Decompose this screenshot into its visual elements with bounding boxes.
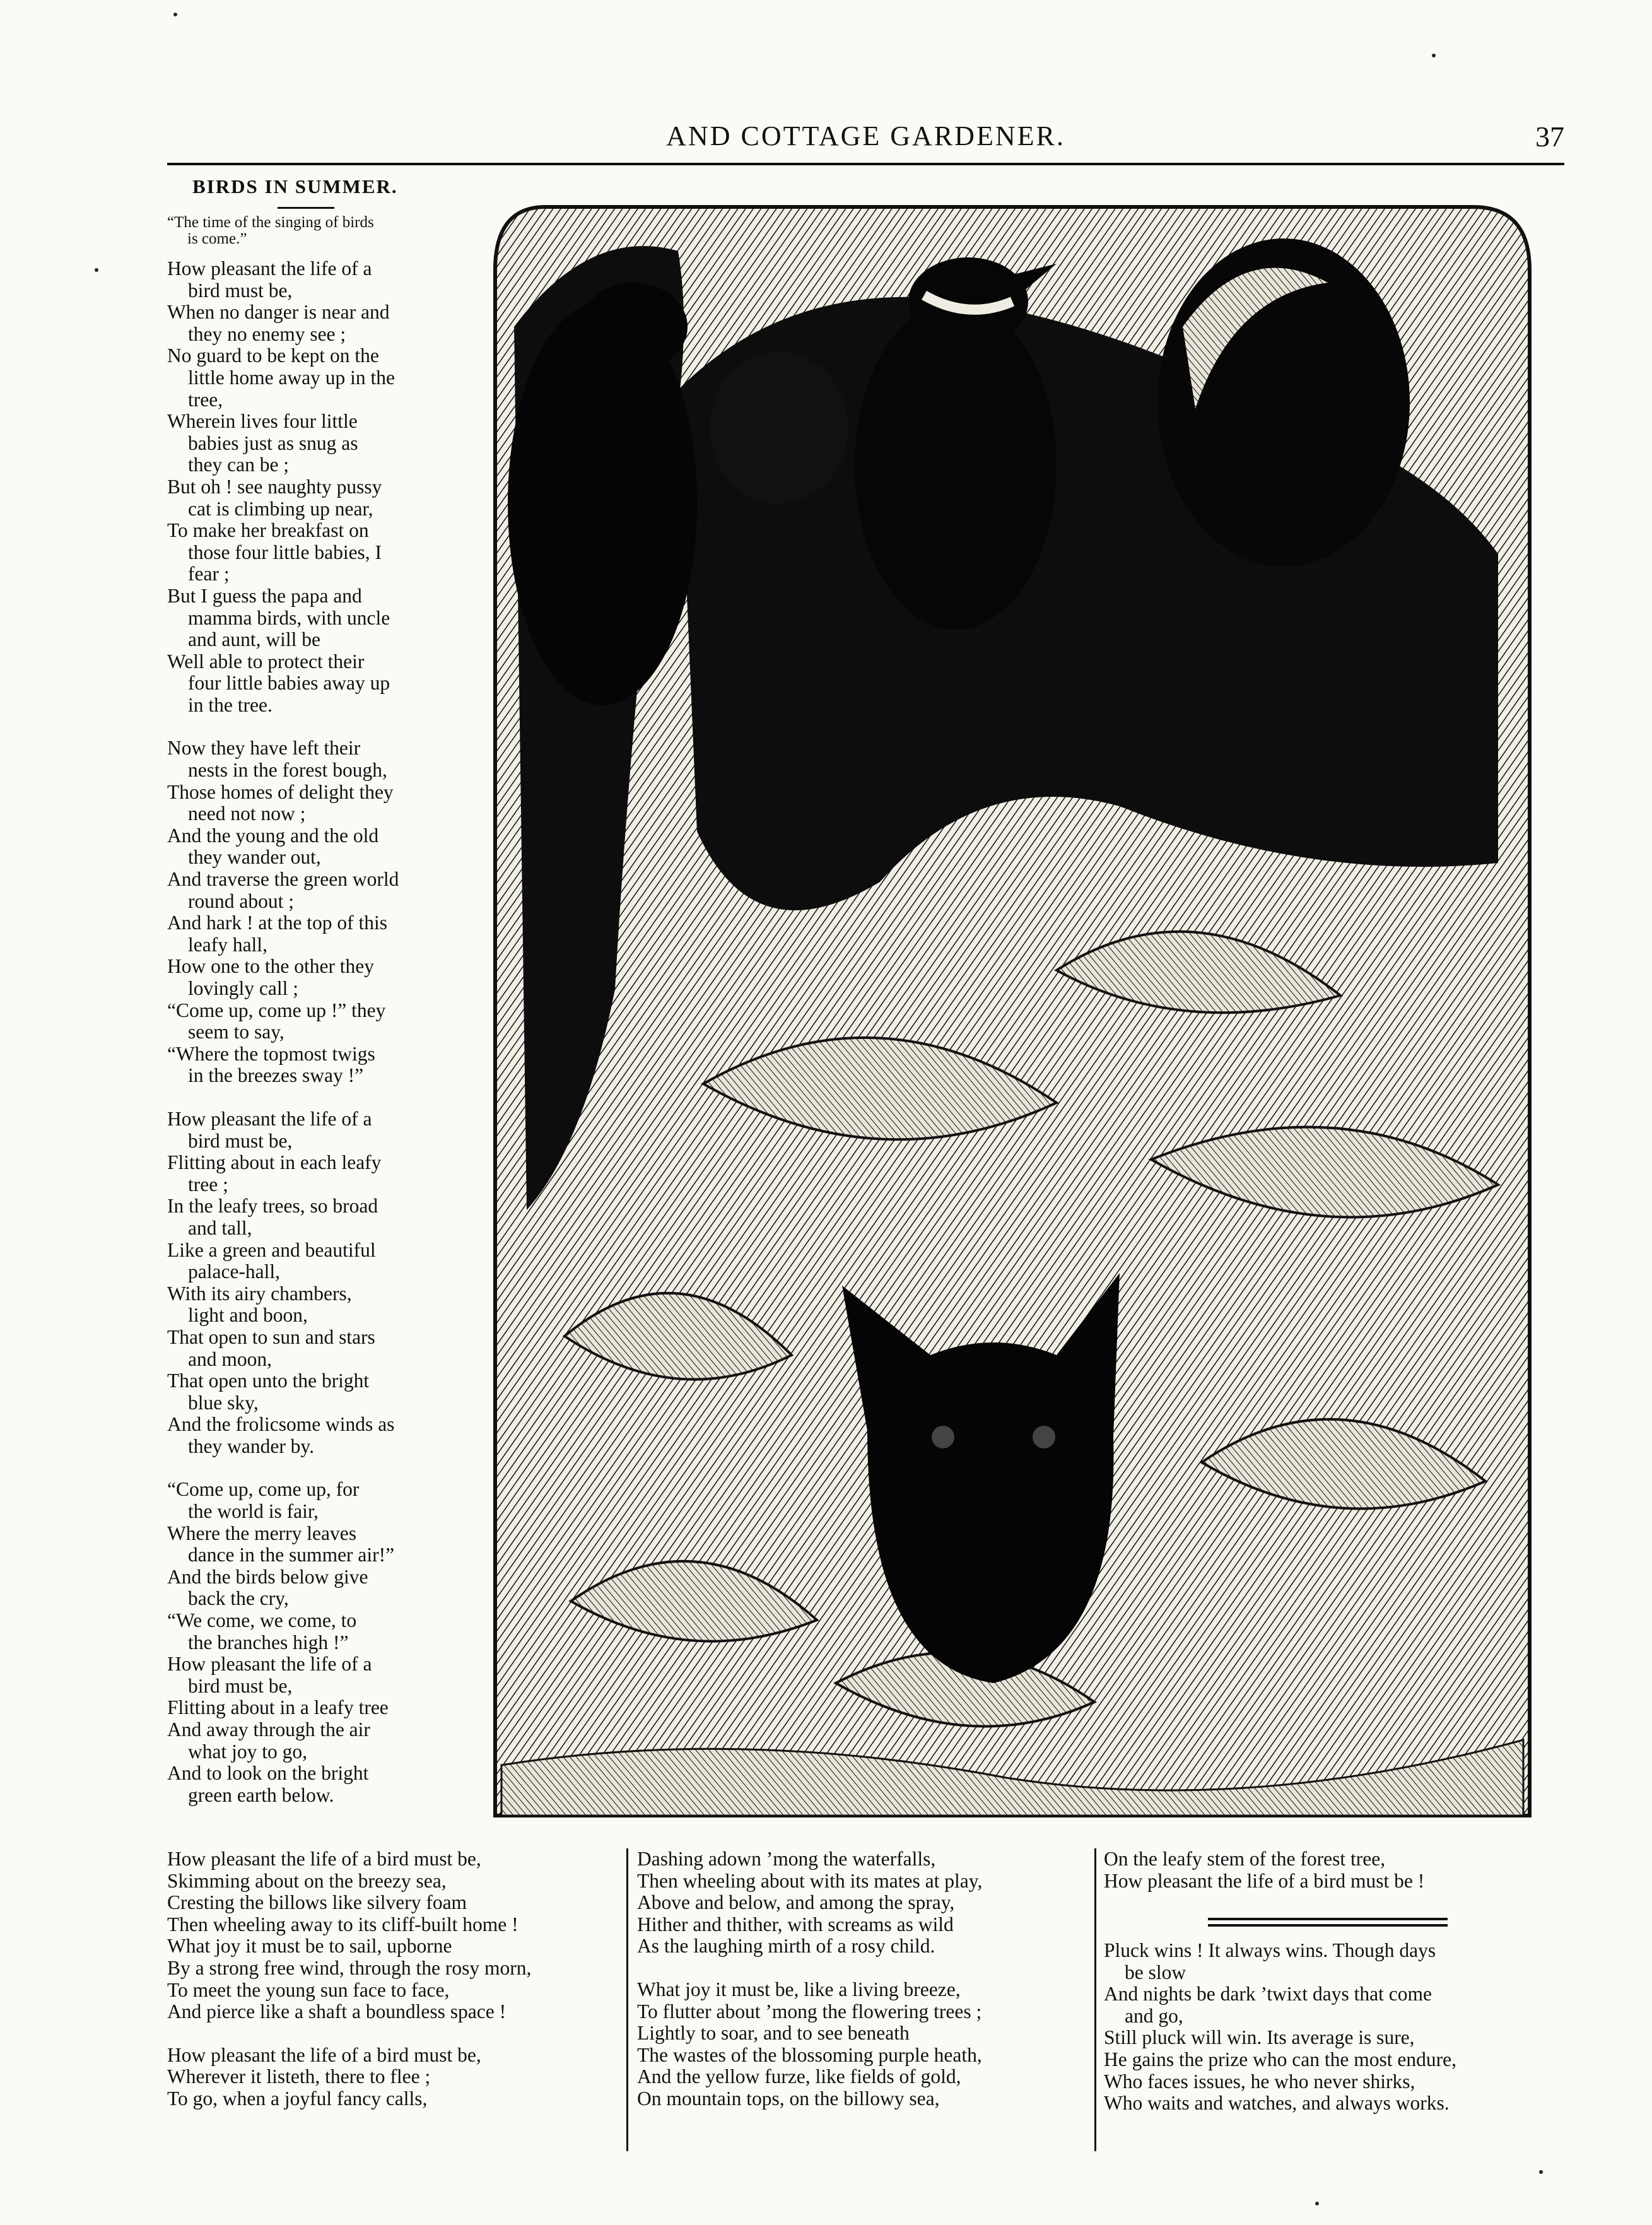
verse-line: dance in the summer air!” [188, 1544, 395, 1566]
paper-speck [1315, 2202, 1319, 2205]
verse-line: babies just as snug as [188, 431, 358, 454]
poem-bottom-column-3 [1104, 1848, 1567, 1892]
verse-line: How pleasant the life of a [167, 1107, 372, 1130]
verse-line: they no enemy see ; [188, 322, 346, 345]
verse-line: Now they have left their [167, 737, 361, 760]
verse-line: And away through the air [167, 1718, 370, 1741]
verse-line: Above and below, and among the spray, [637, 1891, 955, 1914]
verse-line: By a strong free wind, through the rosy morn, [167, 1956, 532, 1979]
verse-line: “We come, we come, to [167, 1609, 357, 1632]
verse-line: Hither and thither, with screams as wild [637, 1913, 954, 1935]
verse-line: When no danger is near and [167, 301, 390, 324]
verse-line: those four little babies, I [188, 541, 382, 563]
verse-line: round about ; [188, 889, 294, 912]
verse-line: they wander by. [188, 1435, 315, 1457]
verse-line: No guard to be kept on the [167, 344, 379, 367]
verse-line: As the laughing mirth of a rosy child. [637, 1935, 935, 1958]
stanza-gap [167, 2023, 621, 2045]
verse-line: blue sky, [188, 1391, 259, 1414]
verse-line: Wherever it listeth, there to flee ; [167, 2065, 431, 2088]
stanza-gap [167, 716, 457, 737]
stanza-gap [167, 1457, 457, 1479]
verse-line: Who waits and watches, and always works. [1104, 2092, 1450, 2115]
column-rule [626, 1848, 628, 2151]
page-header [167, 120, 1564, 158]
poem-bottom-column-2 [637, 1848, 1091, 2110]
verse-line: But I guess the papa and [167, 584, 362, 607]
engraving-graphic [489, 201, 1536, 1828]
verse-line: To make her breakfast on [167, 519, 369, 542]
verse-line: What joy it must be, like a living breeze, [637, 1978, 961, 2000]
verse-line: bird must be, [188, 279, 293, 302]
verse-line: and aunt, will be [188, 628, 320, 651]
verse-line: How pleasant the life of a bird must be, [167, 1848, 481, 1870]
verse-line: And the birds below give [167, 1565, 368, 1588]
verse-line: And hark ! at the top of this [167, 912, 388, 934]
epigraph-line: is come.” [187, 230, 247, 247]
verse-line: in the tree. [188, 693, 272, 716]
section-double-rule [1208, 1918, 1448, 1920]
verse-line: Flitting about in each leafy [167, 1151, 382, 1174]
bird-center [855, 302, 1057, 630]
paper-speck [1432, 54, 1436, 57]
verse-line: Still pluck will win. Its average is sure, [1104, 2026, 1415, 2049]
filler-verse [1104, 1940, 1567, 2115]
bird-small [710, 352, 848, 503]
verse-line: Skimming about on the breezy sea, [167, 1869, 447, 1892]
verse-line: On the leafy stem of the forest tree, [1104, 1848, 1386, 1870]
verse-line: How one to the other they [167, 955, 375, 978]
poem-title: BIRDS IN SUMMER. [192, 175, 398, 197]
verse-line: To flutter about ’mong the flowering trees ; [637, 2000, 982, 2022]
verse-line: they wander out, [188, 846, 321, 869]
verse-line: tree, [188, 388, 223, 411]
verse-line: Lightly to soar, and to see beneath [637, 2022, 910, 2045]
verse-line: cat is climbing up near, [188, 497, 373, 520]
verse-line: How pleasant the life of a bird must be ! [1104, 1869, 1425, 1892]
verse-line: lovingly call ; [188, 977, 298, 999]
verse-line: fear ; [188, 563, 230, 585]
poem-left-column [167, 258, 457, 1806]
epigraph [167, 214, 460, 247]
verse-line: How pleasant the life of a bird must be, [167, 2043, 481, 2066]
verse-line: bird must be, [188, 1674, 293, 1697]
verse-line: And the frolicsome winds as [167, 1413, 395, 1436]
verse-line: palace-hall, [188, 1260, 281, 1283]
stanza-gap [167, 1087, 457, 1108]
verse-line: How pleasant the life of a [167, 257, 372, 279]
verse-line: To go, when a joyful fancy calls, [167, 2087, 428, 2110]
verse-line: “Come up, come up !” they [167, 999, 386, 1021]
verse-line: Those homes of delight they [167, 780, 394, 803]
verse-line: But oh ! see naughty pussy [167, 475, 382, 498]
verse-line: That open to sun and stars [167, 1325, 375, 1348]
verse-line: On mountain tops, on the billowy sea, [637, 2087, 940, 2110]
verse-line: mamma birds, with uncle [188, 606, 390, 629]
verse-line: With its airy chambers, [167, 1282, 352, 1305]
verse-line: Cresting the billows like silvery foam [167, 1891, 467, 1914]
verse-line: To meet the young sun face to face, [167, 1978, 450, 2001]
poem-bottom-column-1 [167, 1848, 621, 2110]
verse-line: green earth below. [188, 1783, 334, 1806]
page-number: 37 [1535, 120, 1564, 153]
verse-line: Where the merry leaves [167, 1522, 356, 1544]
verse-line: in the breezes sway !” [188, 1064, 364, 1087]
verse-line: the branches high !” [188, 1631, 349, 1653]
verse-line: How pleasant the life of a [167, 1653, 372, 1676]
verse-line: Who faces issues, he who never shirks, [1104, 2070, 1415, 2093]
verse-line: Flitting about in a leafy tree [167, 1696, 389, 1719]
verse-line: and moon, [188, 1347, 272, 1370]
verse-line: And the yellow furze, like fields of gold, [637, 2065, 961, 2088]
verse-line: the world is fair, [188, 1500, 319, 1523]
verse-line: Wherein lives four little [167, 410, 358, 433]
header-rule [167, 163, 1564, 165]
verse-line: And the young and the old [167, 824, 379, 847]
verse-line: Pluck wins ! It always wins. Though days [1104, 1939, 1436, 1961]
section-double-rule [1208, 1924, 1448, 1927]
verse-line: In the leafy trees, so broad [167, 1195, 378, 1218]
title-rule [278, 207, 334, 209]
verse-line: Like a green and beautiful [167, 1238, 376, 1261]
verse-line: What joy it must be to sail, upborne [167, 1935, 452, 1958]
verse-line: tree ; [188, 1173, 228, 1195]
verse-line: light and boon, [188, 1304, 308, 1327]
verse-line: “Where the topmost twigs [167, 1042, 375, 1065]
column-rule [1094, 1848, 1096, 2151]
verse-line: Dashing adown ’mong the waterfalls, [637, 1848, 936, 1870]
verse-line: And pierce like a shaft a boundless space ! [167, 2000, 507, 2023]
verse-line: He gains the prize who can the most endure, [1104, 2048, 1456, 2070]
stanza-gap [637, 1958, 1091, 1979]
verse-line: nests in the forest bough, [188, 759, 387, 782]
paper-speck [95, 268, 98, 272]
epigraph-line: “The time of the singing of birds [167, 214, 374, 231]
verse-line: leafy hall, [188, 933, 267, 956]
verse-line: seem to say, [188, 1021, 284, 1043]
running-head: AND COTTAGE GARDENER. [666, 120, 1065, 151]
verse-line: and tall, [188, 1216, 252, 1239]
verse-line: That open unto the bright [167, 1370, 370, 1392]
birds-and-cat-illustration [489, 201, 1536, 1828]
verse-line: Then wheeling away to its cliff-built home ! [167, 1913, 518, 1935]
verse-line: “Come up, come up, for [167, 1478, 360, 1501]
verse-line: and go, [1125, 2004, 1183, 2027]
paper-speck [1539, 2170, 1543, 2174]
verse-line: back the cry, [188, 1587, 289, 1610]
verse-line: be slow [1125, 1961, 1186, 1983]
verse-line: bird must be, [188, 1129, 293, 1152]
verse-line: Well able to protect their [167, 650, 365, 672]
verse-line: And traverse the green world [167, 868, 399, 891]
verse-line: need not now ; [188, 802, 306, 825]
verse-line: what joy to go, [188, 1740, 307, 1763]
verse-line: little home away up in the [188, 366, 395, 389]
verse-line: Then wheeling about with its mates at play, [637, 1869, 983, 1892]
paper-speck [173, 13, 177, 16]
verse-line: And to look on the bright [167, 1762, 369, 1785]
verse-line: The wastes of the blossoming purple heath, [637, 2043, 982, 2066]
verse-line: they can be ; [188, 454, 290, 476]
verse-line: four little babies away up [188, 672, 390, 695]
verse-line: And nights be dark ’twixt days that come [1104, 1983, 1432, 2005]
